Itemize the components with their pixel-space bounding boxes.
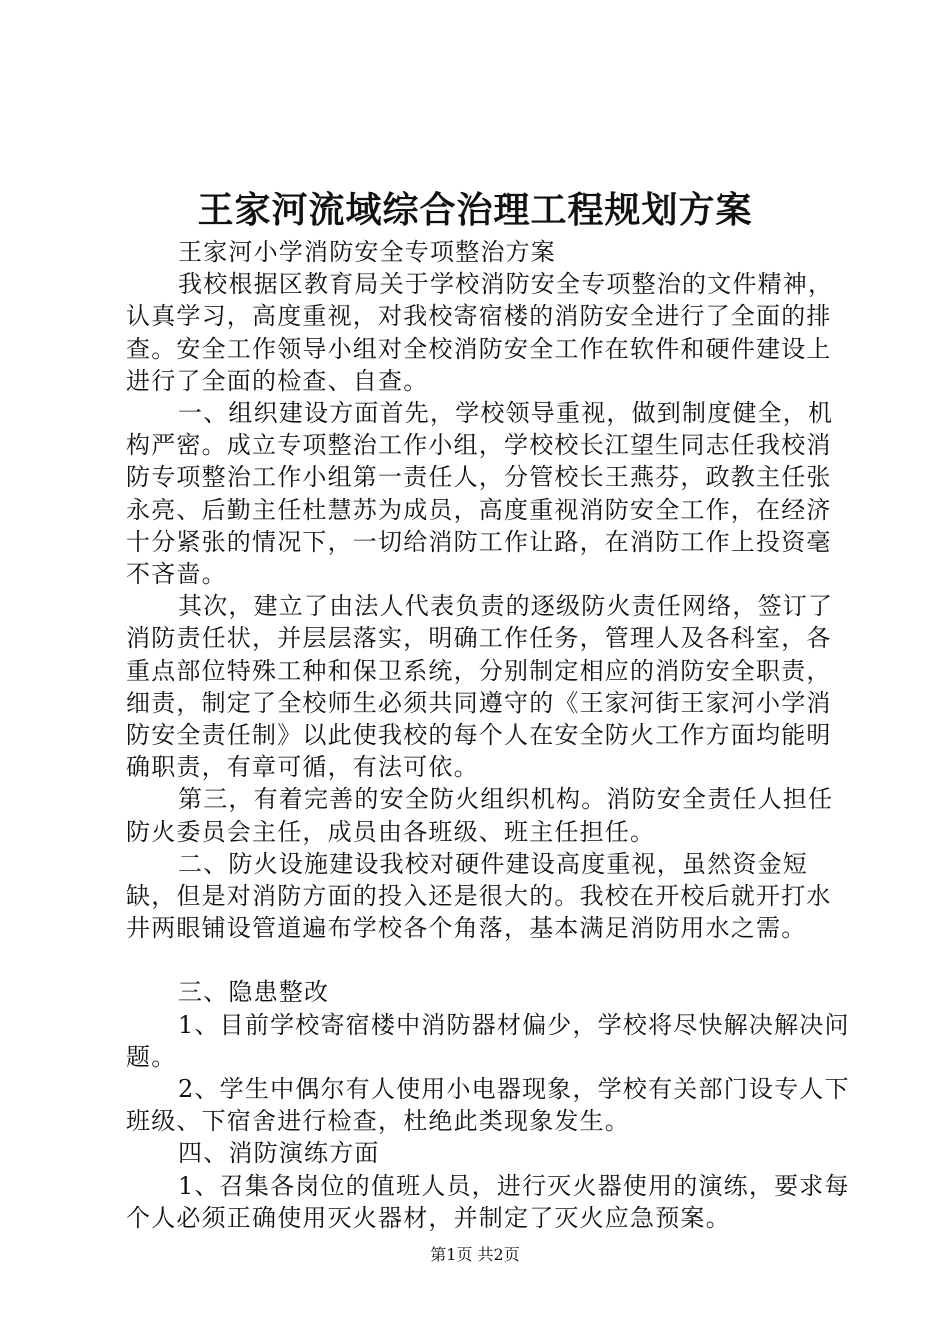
paragraph-intro: 我校根据区教育局关于学校消防安全专项整治的文件精神，认真学习，高度重视，对我校寄宿楼的消防安全进行了全面的排查。安全工作领导小组对全校消防安全工作在软件和硬件建设上进行了全面的检查、自查。 [126, 270, 834, 395]
document-title: 王家河流域综合治理工程规划方案 [197, 189, 753, 231]
paragraph-third: 第三，有着完善的安全防火组织机构。消防安全责任人担任防火委员会主任，成员由各班级、班主任担任。 [126, 785, 834, 846]
document-body [126, 236, 854, 1234]
heading-hazard-rectification: 三、隐患整改 [178, 978, 330, 1007]
paragraph-hazard-2: 2、学生中偶尔有人使用小电器现象，学校有关部门设专人下班级、下宿舍进行检查，杜绝此类现象发生。 [126, 1075, 850, 1136]
paragraph-drill-1: 1、召集各岗位的值班人员，进行灭火器使用的演练，要求每个人必须正确使用灭火器材，并制定了灭火应急预案。 [126, 1171, 850, 1232]
paragraph-organization: 一、组织建设方面首先，学校领导重视，做到制度健全，机构严密。成立专项整治工作小组，学校校长江望生同志任我校消防专项整治工作小组第一责任人，分管校长王燕芬，政教主任张永亮、后勤主任杜慧苏为成员，高度重视消防安全工作，在经济十分紧张的情况下，一切给消防工作让路，在消防工作上投资毫不吝啬。 [126, 399, 834, 589]
paragraph-responsibility: 其次，建立了由法人代表负责的逐级防火责任网络，签订了消防责任状，并层层落实，明确工作任务，管理人及各科室，各重点部位特殊工种和保卫系统，分别制定相应的消防安全职责，细责，制定了全校师生必须共同遵守的《王家河街王家河小学消防安全责任制》以此使我校的每个人在安全防火工作方面均能明确职责，有章可循，有法可依。 [126, 592, 834, 782]
page-footer: 第1页 共2页 [430, 1245, 520, 1264]
paragraph-facilities: 二、防火设施建设我校对硬件建设高度重视，虽然资金短缺，但是对消防方面的投入还是很大的。我校在开校后就开打水井两眼铺设管道遍布学校各个角落，基本满足消防用水之需。 [126, 849, 832, 943]
paragraph-subtitle: 王家河小学消防安全专项整治方案 [178, 238, 556, 266]
heading-fire-drill: 四、消防演练方面 [178, 1139, 380, 1168]
paragraph-hazard-1: 1、目前学校寄宿楼中消防器材偏少，学校将尽快解决解决问题。 [126, 1010, 850, 1071]
